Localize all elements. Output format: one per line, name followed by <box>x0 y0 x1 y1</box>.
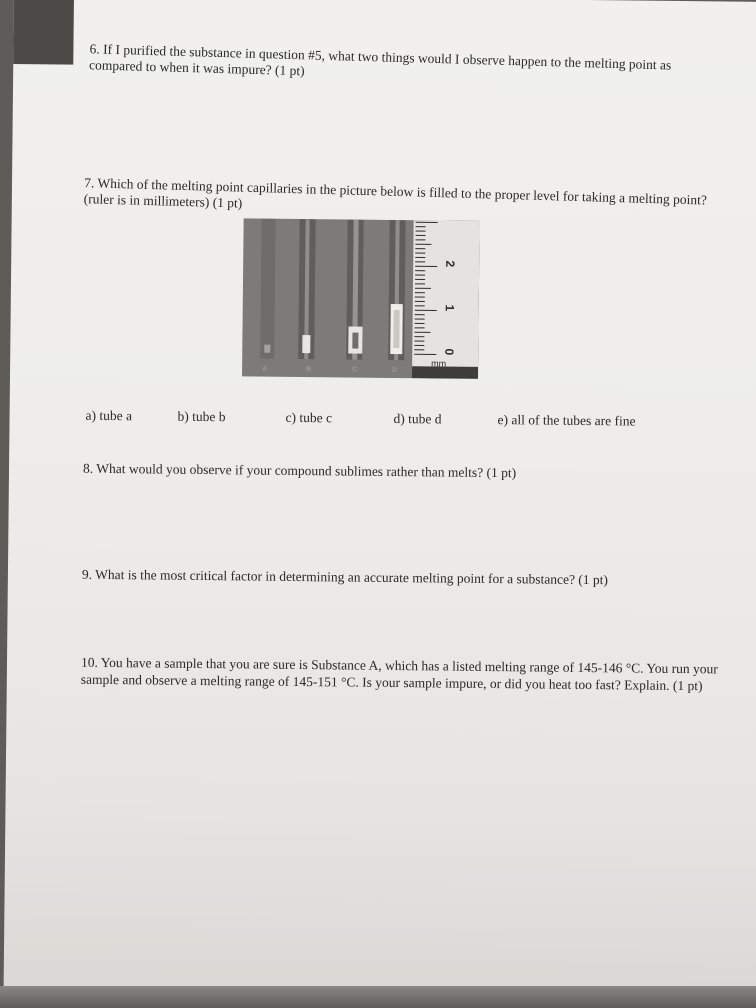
table-surface-edge <box>0 986 756 1008</box>
choice-d-letter: d) <box>393 410 405 427</box>
ruler-number-1: 1 <box>442 304 457 312</box>
tube-label-b: B <box>306 366 312 374</box>
choice-d-label: tube d <box>408 411 442 427</box>
question-6-text: 6. If I purified the substance in question #5, what two things would I observe happen to the melting point as compared to when it was impure? (1 pt) <box>88 41 672 79</box>
tube-label-c: C <box>352 366 358 374</box>
question-10 <box>81 654 731 695</box>
page-corner-shadow <box>13 0 74 65</box>
choice-e[interactable] <box>497 412 635 429</box>
question-9 <box>82 567 722 590</box>
tube-a-shaft <box>260 219 275 359</box>
question-7 <box>84 175 725 225</box>
worksheet-page <box>4 0 756 1004</box>
choice-b-label: tube b <box>192 408 226 425</box>
choice-c-letter: c) <box>285 409 297 425</box>
question-7-text: 7. Which of the melting point capillaries in the picture below is filled to the proper level for taking a melting point? (ruler is in millimeters) (1 pt) <box>83 175 708 211</box>
tube-d-sample-shade <box>393 310 399 348</box>
choice-b[interactable] <box>177 409 225 426</box>
question-6 <box>89 41 720 91</box>
tube-label-d: D <box>392 366 398 375</box>
capillary-figure-svg <box>242 218 480 378</box>
capillary-tubes-figure <box>242 218 480 378</box>
choice-b-letter: b) <box>177 408 189 424</box>
choice-d[interactable] <box>393 411 441 428</box>
tube-c-sample-gap <box>352 333 358 349</box>
choice-a[interactable] <box>86 408 133 424</box>
choice-a-letter: a) <box>85 407 97 423</box>
ruler-number-0: 0 <box>442 348 457 356</box>
choice-a-label: tube a <box>99 407 133 424</box>
ruler-number-2: 2 <box>443 260 458 268</box>
question-8 <box>83 461 723 484</box>
choice-c-label: tube c <box>299 410 333 426</box>
question-10-text: 10. You have a sample that you are sure is Substance A, which has a listed melting range of 145-146 °C. You run your sample and observe a melting range of 145-151 °C. Is your sample impure, or did you heat too fast? Explain. (1 pt) <box>80 654 718 694</box>
ruler-unit-label: mm <box>431 358 447 369</box>
answer-choices <box>81 408 721 435</box>
tube-label-a: A <box>262 365 268 373</box>
tube-a-sample <box>264 345 270 353</box>
question-8-text: 8. What would you observe if your compound sublimes rather than melts? (1 pt) <box>82 460 517 481</box>
question-9-text: 9. What is the most critical factor in determining an accurate melting point for a substance? (1 pt) <box>81 566 609 588</box>
choice-c[interactable] <box>285 410 332 426</box>
choice-e-letter: e) <box>497 412 509 428</box>
choice-e-label: all of the tubes are fine <box>511 412 636 429</box>
tube-b-sample <box>302 335 310 353</box>
